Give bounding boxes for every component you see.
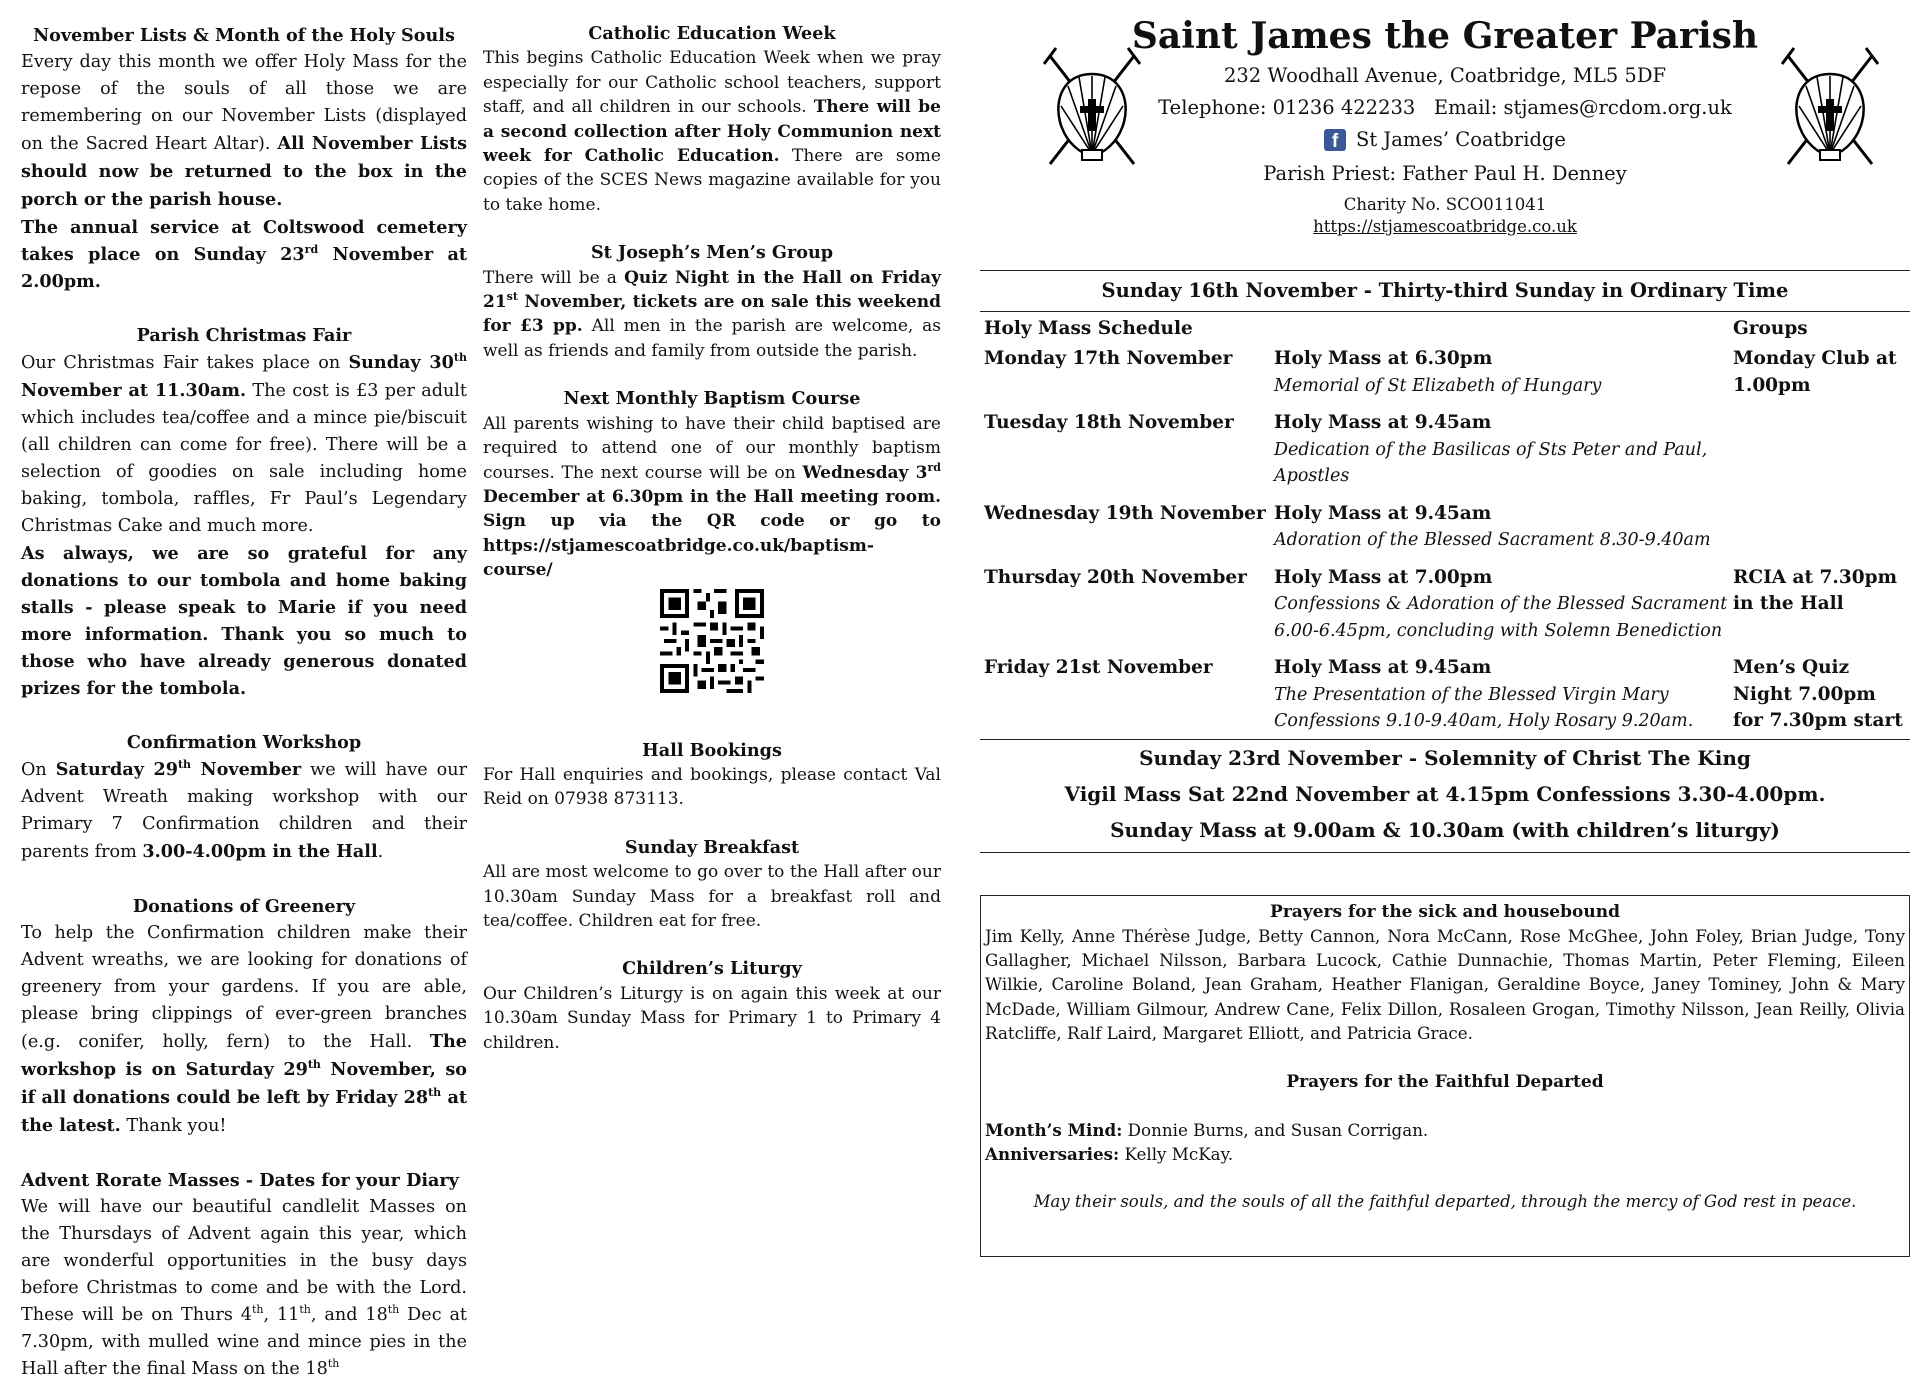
months-mind-line: Month’s Mind: Donnie Burns, and Susan Corrigan. bbox=[985, 1119, 1429, 1140]
section-heading-baptism: Next Monthly Baptism Course bbox=[563, 388, 861, 410]
table-row: Tuesday 18th November Holy Mass at 9.45am Dedication of the Basilicas of Sts Peter and Paul, Apostles bbox=[984, 412, 1708, 486]
sunday-mass-line: Sunday Mass at 9.00am & 10.30am (with children’s liturgy) bbox=[1110, 817, 1780, 842]
section-heading-hall: Hall Bookings bbox=[642, 739, 782, 761]
advent-paragraph: We will have our beautiful candlelit Masses on the Thursdays of Advent again this year, which are wonderful opportunities in the busy days before Christmas to come and be with the Lord. These will be on Thurs 4th, 11th, and 18th Dec at 7.30pm, with mulled wine and mince pies in the Hall after the final Mass on the 18th bbox=[21, 1197, 468, 1379]
middle-column bbox=[483, 22, 941, 1055]
section-heading-greenery: Donations of Greenery bbox=[132, 896, 356, 917]
mass-schedule-table bbox=[980, 312, 1910, 735]
confirmation-paragraph: On Saturday 29th November we will have our Advent Wreath making workshop with our Primary 7 Confirmation children and their parents from 3.00-4.00pm in the Hall. bbox=[21, 758, 467, 862]
section-heading-education: Catholic Education Week bbox=[588, 23, 836, 44]
fair-thanks-paragraph: As always, we are so grateful for any donations to our tombola and home baking stalls - please speak to Marie if you need more information. Thank you so much to those who have already generous donated prizes for the tombola. bbox=[21, 543, 467, 699]
section-heading-fair: Parish Christmas Fair bbox=[136, 325, 352, 346]
charity-number: Charity No. SCO011041 bbox=[1343, 195, 1547, 214]
col-header-mass: Holy Mass Schedule bbox=[984, 318, 1193, 339]
anniversaries-line: Anniversaries: Kelly McKay. bbox=[985, 1143, 1234, 1164]
table-row: Monday 17th November Holy Mass at 6.30pm Memorial of St Elizabeth of Hungary Monday Club at 1.00pm bbox=[984, 348, 1897, 396]
parish-emblem-right bbox=[1780, 44, 1880, 174]
qr-code[interactable] bbox=[660, 589, 764, 693]
departed-heading: Prayers for the Faithful Departed bbox=[1286, 1071, 1604, 1092]
vigil-mass-line: Vigil Mass Sat 22nd November at 4.15pm Confessions 3.30-4.00pm. bbox=[1064, 781, 1826, 806]
mens-group-paragraph: There will be a Quiz Night in the Hall on Friday 21st November, tickets are on sale this weekend for £3 pp. All men in the parish are welcome, as well as friends and family from outside the parish. bbox=[483, 267, 942, 361]
section-heading-november: November Lists & Month of the Holy Souls bbox=[33, 25, 455, 46]
greenery-paragraph: To help the Confirmation children make their Advent wreaths, we are looking for donations of greenery from your gardens. If you are able, please bring clippings of ever-green branches (e.g. conifer, holly, fern) to the Hall. The workshop is on Saturday 29th November, so if all donations could be left by Friday 28th at the latest. Thank you! bbox=[21, 923, 467, 1136]
parish-title: Saint James the Greater Parish bbox=[1131, 15, 1759, 57]
section-heading-advent: Advent Rorate Masses - Dates for your Diary bbox=[21, 1170, 459, 1191]
cemetery-paragraph: The annual service at Coltswood cemetery takes place on Sunday 23rd November at 2.00pm. bbox=[21, 217, 467, 292]
schedule-title: Sunday 16th November - Thirty-third Sunday in Ordinary Time bbox=[1101, 279, 1789, 302]
prayers-box bbox=[980, 895, 1910, 1257]
col-header-groups: Groups bbox=[1733, 318, 1808, 339]
table-row: Friday 21st November Holy Mass at 9.45am The Presentation of the Blessed Virgin Mary Confessions 9.10-9.40am, Holy Rosary 9.20am. Men’s Quiz Night 7.00pm for 7.30pm start bbox=[984, 657, 1903, 731]
parish-address: 232 Woodhall Avenue, Coatbridge, ML5 5DF bbox=[1223, 64, 1667, 87]
fair-paragraph: Our Christmas Fair takes place on Sunday 30th November at 11.30am. The cost is £3 per adult which includes tea/coffee and a mince pie/biscuit (all children can come for free). There will be a selection of goodies on sale including home baking, tombola, raffles, Fr Paul’s Legendary Christmas Cake and much more. bbox=[21, 351, 467, 536]
education-paragraph: This begins Catholic Education Week when we pray especially for our Catholic school teachers, support staff, and all children in our schools. There will be a second collection after Holy Communion next week for Catholic Education. There are some copies of the SCES News magazine available for you to take home. bbox=[483, 48, 942, 215]
next-sunday-title: Sunday 23rd November - Solemnity of Christ The King bbox=[1139, 745, 1751, 770]
closing-prayer: May their souls, and the souls of all the faithful departed, through the mercy of God rest in peace. bbox=[1033, 1192, 1857, 1212]
parish-website-link[interactable]: https://stjamescoatbridge.co.uk bbox=[1313, 217, 1577, 236]
sick-heading: Prayers for the sick and housebound bbox=[1270, 901, 1620, 922]
parish-priest: Parish Priest: Father Paul H. Denney bbox=[1263, 162, 1627, 185]
facebook-name[interactable]: St James’ Coatbridge bbox=[1356, 128, 1566, 151]
parish-contact: Telephone: 01236 422233 Email: stjames@rcdom.org.uk bbox=[1158, 96, 1732, 119]
sick-names: Jim Kelly, Anne Thérèse Judge, Betty Cannon, Nora McCann, Rose McGhee, John Foley, Brian Judge, Tony Gallagher, Michael Nilsson, Barbara Lucock, Cathie Dunnachie, Thomas Martin, Peter Fleming, Eileen Wilkie, Caroline Boland, Jean Graham, Heather Flanigan, Geraldine Boyce, Janey Tominey, John & Mary McDade, William Gilmour, Andrew Cane, Felix Dillon, Rosaleen Grogan, Timothy Nilsson, Jean Reilly, Olivia Ratcliffe, Ralf Laird, Margaret Elliott, and Patricia Grace. bbox=[985, 925, 1905, 1044]
breakfast-paragraph: All are most welcome to go over to the Hall after our 10.30am Sunday Mass for a breakfast roll and tea/coffee. Children eat for free. bbox=[483, 862, 941, 931]
parish-emblem-left bbox=[1042, 44, 1142, 174]
section-heading-liturgy: Children’s Liturgy bbox=[622, 958, 802, 980]
liturgy-paragraph: Our Children’s Liturgy is on again this week at our 10.30am Sunday Mass for Primary 1 to Primary 4 children. bbox=[483, 983, 941, 1053]
table-row: Wednesday 19th November Holy Mass at 9.45am Adoration of the Blessed Sacrament 8.30-9.40am bbox=[984, 502, 1711, 550]
baptism-paragraph: All parents wishing to have their child baptised are required to attend one of our monthly baptism courses. The next course will be on Wednesday 3rd December at 6.30pm in the Hall meeting room. Sign up via the QR code or go to https://stjamescoatbridge.co.uk/baptism-course/ bbox=[483, 413, 941, 581]
section-heading-breakfast: Sunday Breakfast bbox=[624, 836, 800, 858]
right-column bbox=[980, 14, 1910, 1257]
november-paragraph: Every day this month we offer Holy Mass for the repose of the souls of all those we are remembering on our November Lists (displayed on the Sacred Heart Altar). All November Lists should now be returned to the box in the porch or the parish house. bbox=[21, 52, 467, 210]
left-column bbox=[21, 22, 467, 1383]
facebook-icon[interactable]: f bbox=[1324, 129, 1346, 151]
table-row: Thursday 20th November Holy Mass at 7.00pm Confessions & Adoration of the Blessed Sacrament 6.00-6.45pm, concluding with Solemn Benediction RCIA at 7.30pm in the Hall bbox=[984, 566, 1898, 641]
section-heading-mens-group: St Joseph’s Men’s Group bbox=[590, 242, 834, 264]
hall-paragraph: For Hall enquiries and bookings, please contact Val Reid on 07938 873113. bbox=[483, 764, 941, 810]
section-heading-confirmation: Confirmation Workshop bbox=[126, 732, 362, 753]
